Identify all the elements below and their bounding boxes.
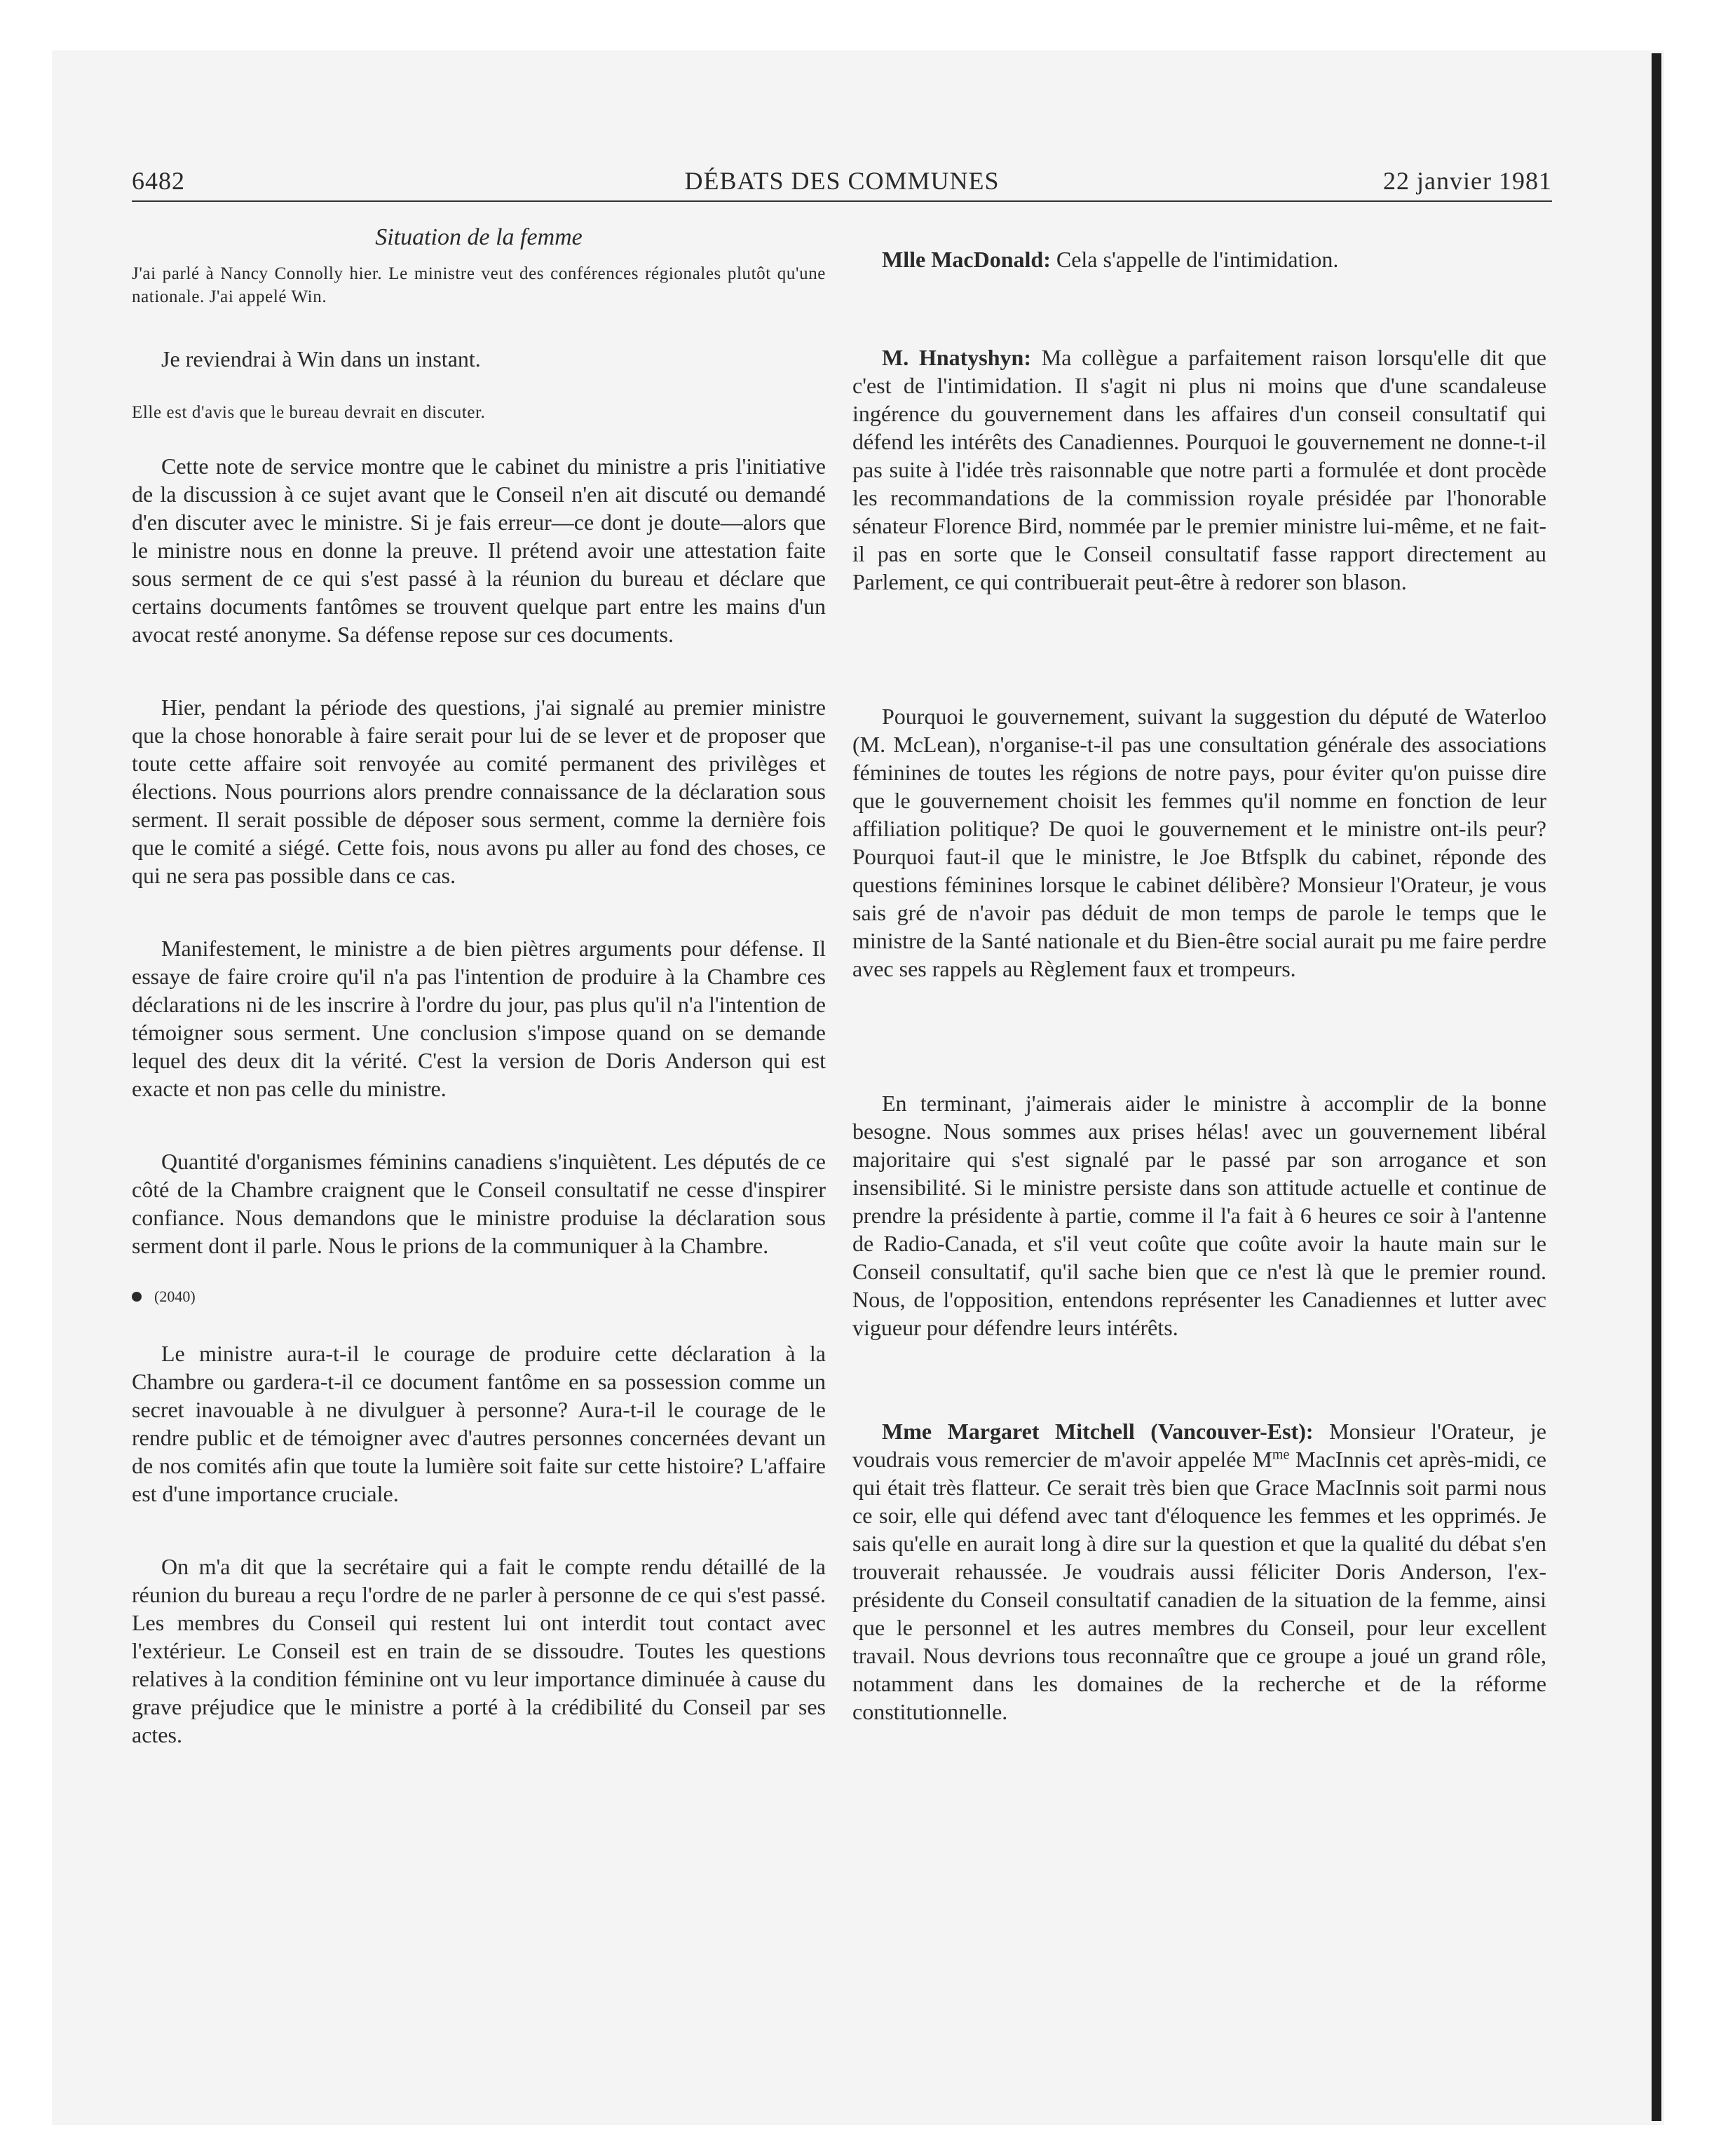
left-column bbox=[132, 217, 826, 1749]
time-marker-text: (2040) bbox=[154, 1288, 196, 1305]
speaker-name: Mme Margaret Mitchell (Vancouver-Est): bbox=[882, 1419, 1314, 1444]
speaker-name: Mlle MacDonald: bbox=[882, 247, 1051, 272]
time-marker bbox=[132, 1286, 826, 1307]
paragraph: Je reviendrai à Win dans un instant. bbox=[161, 346, 481, 371]
bullet-icon bbox=[132, 1292, 142, 1302]
paragraph: En terminant, j'aimerais aider le ministre à accomplir de la bonne besogne. Nous sommes aux prises hélas! avec un gouvernement libéral majoritaire qui s'est signalé par le passé par son arrogance et son insensibilité. Si le ministre persiste dans son attitude actuelle et continue de prendre la présidente à partie, comme il l'a fait à 6 heures ce soir à l'antenne de Radio-Canada, et s'il veut coûte que coûte avoir la haute main sur le Conseil consultatif, qu'il sache bien que ce n'est là que le premier round. Nous, de l'opposition, entendons représenter les Canadiennes et lutter avec vigueur pour défendre leurs intérêts. bbox=[852, 1091, 1546, 1340]
speech bbox=[852, 1417, 1546, 1726]
speech-text: Monsieur l'Orateur, je voudrais vous remercier de m'avoir appelée M bbox=[852, 1419, 1547, 1472]
quoted-memo-2: Elle est d'avis que le bureau devrait en discuter. bbox=[132, 403, 486, 422]
paragraph: Manifestement, le ministre a de bien piètres arguments pour défense. Il essaye de faire croire qu'il n'a pas l'intention de produire à la Chambre ces déclarations ni de les inscrire à l'ordre du jour, pas plus qu'il n'a l'intention de témoigner sous serment. Une conclusion s'impose quand on se demande lequel des deux dit la vérité. C'est la version de Doris Anderson qui est exacte et non pas celle du ministre. bbox=[132, 936, 826, 1101]
quoted-memo-1: J'ai parlé à Nancy Connolly hier. Le ministre veut des conférences régionales plutôt qu'une nationale. J'ai appelé Win. bbox=[132, 264, 826, 306]
publication-date: 22 janvier 1981 bbox=[1383, 167, 1552, 195]
speaker-name: M. Hnatyshyn: bbox=[882, 345, 1031, 370]
paragraph: Cette note de service montre que le cabinet du ministre a pris l'initiative de la discussion à ce sujet avant que le Conseil n'en ait discuté ou demandé d'en discuter avec le ministre. Si je fais erreur—ce dont je doute—alors que le ministre nous en donne la preuve. Il prétend avoir une attestation faite sous serment de ce qui s'est passé à la réunion du bureau et déclare que certains documents fantômes se trouvent quelque part entre les mains d'un avocat resté anonyme. Sa défense repose sur ces documents. bbox=[132, 453, 826, 647]
speech bbox=[852, 343, 1546, 596]
scan-edge bbox=[1652, 53, 1661, 2121]
speech-text: MacInnis cet après-midi, ce qui était très flatteur. Ce serait très bien que Grace MacInnis soit parmi nous ce soir, elle qui défend avec tant d'éloquence les femmes et les opprimés. Je sais qu'elle en aurait long à dire sur la question et que la qualité du débat s'en trouverait rehaussée. Je voudrais aussi féliciter Doris Anderson, l'ex-présidente du Conseil consultatif canadien de la situation de la femme, ainsi que le personnel et les autres membres du Conseil, pour leur excellent travail. Nous devrions tous reconnaître que ce groupe a joué un grand rôle, notamment dans les domaines de la recherche et de la réforme constitutionnelle. bbox=[852, 1447, 1547, 1724]
speech-text: Cela s'appelle de l'intimidation. bbox=[1050, 247, 1339, 272]
page-number: 6482 bbox=[132, 167, 185, 195]
paragraph: Hier, pendant la période des questions, j'ai signalé au premier ministre que la chose honorable à faire serait pour lui de se lever et de proposer que toute cette affaire soit renvoyée au comité permanent des privilèges et élections. Nous pourrions alors prendre connaissance de la déclaration sous serment. Il serait possible de déposer sous serment, comme la dernière fois que le comité a siégé. Cette fois, nous avons pu aller au fond des choses, ce qui ne sera pas possible dans ce cas. bbox=[132, 695, 826, 888]
speech bbox=[852, 245, 1546, 273]
paragraph: Quantité d'organismes féminins canadiens s'inquiètent. Les députés de ce côté de la Chambre craignent que le Conseil consultatif ne cesse d'inspirer confiance. Nous demandons que le ministre produise la déclaration sous serment dont il parle. Nous le prions de la communiquer à la Chambre. bbox=[132, 1149, 826, 1258]
superscript: me bbox=[1272, 1447, 1290, 1463]
paragraph: On m'a dit que la secrétaire qui a fait le compte rendu détaillé de la réunion du bureau a reçu l'ordre de ne parler à personne de ce qui s'est passé. Les membres du Conseil qui restent lui ont interdit tout contact avec l'extérieur. Le Conseil est en train de se dissoudre. Toutes les questions relatives à la condition féminine ont vu leur importance diminuée à cause du grave préjudice que le ministre a porté à la crédibilité du Conseil par ses actes. bbox=[132, 1554, 826, 1747]
paragraph: Le ministre aura-t-il le courage de produire cette déclaration à la Chambre ou gardera-t-il ce document fantôme en sa possession comme un secret inavouable à ne divulguer à personne? Aura-t-il le courage de le rendre public et de témoigner avec d'autres personnes concernées devant un de nos comités afin que toute la lumière soit faite sur cette histoire? L'affaire est d'une importance cruciale. bbox=[132, 1341, 826, 1506]
paragraph: Pourquoi le gouvernement, suivant la suggestion du député de Waterloo (M. McLean), n'organise-t-il pas une consultation générale des associations féminines de toutes les régions de notre pays, pour éviter qu'on puisse dire que le gouvernement choisit les femmes qu'il nomme en fonction de leur affiliation politique? De quoi le gouvernement et le ministre ont-ils peur? Pourquoi faut-il que le ministre, le Joe Btfsplk du cabinet, réponde des questions féminines lorsque le cabinet délibère? Monsieur l'Orateur, je vous sais gré de n'avoir pas déduit de mon temps de parole le temps que le ministre de la Santé nationale et du Bien-être social aurait pu me faire perdre avec ses rappels au Règlement faux et trompeurs. bbox=[852, 704, 1546, 981]
page-header bbox=[132, 160, 1552, 202]
section-title: Situation de la femme bbox=[375, 224, 583, 250]
right-column bbox=[852, 245, 1546, 1726]
speech-text: Ma collègue a parfaitement raison lorsqu'elle dit que c'est de l'intimidation. Il s'agit ni plus ni moins que d'une scandaleuse ingérence du gouvernement dans les affaires d'un conseil consultatif qui défend les intérêts des Canadiennes. Pourquoi le gouvernement ne donne-t-il pas suite à l'idée très raisonnable que notre parti a formulée et dont procède les recommandations de la commission royale présidée par l'honorable sénateur Florence Bird, nommée par le premier ministre lui-même, et ne fait-il pas en sorte que le Conseil consultatif fasse rapport directement au Parlement, ce qui contribuerait peut-être à redorer son blason. bbox=[852, 345, 1547, 594]
publication-title: DÉBATS DES COMMUNES bbox=[684, 167, 1000, 195]
